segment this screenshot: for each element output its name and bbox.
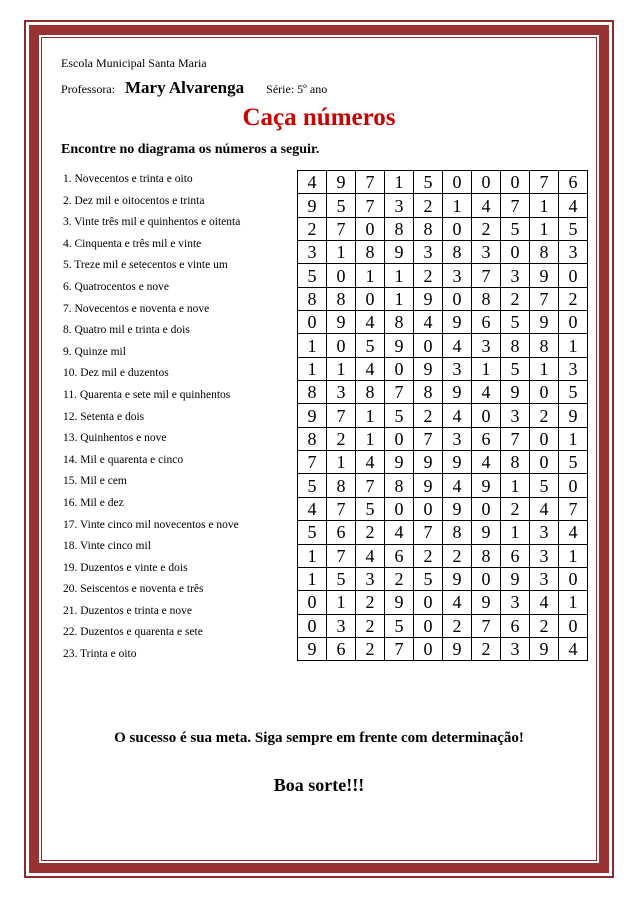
grid-cell[interactable]: 0 [559, 264, 588, 287]
grid-cell[interactable]: 8 [501, 334, 530, 357]
grid-cell[interactable]: 8 [530, 241, 559, 264]
grid-cell[interactable]: 9 [530, 264, 559, 287]
grid-cell[interactable]: 4 [472, 194, 501, 217]
grid-cell[interactable]: 1 [356, 264, 385, 287]
grid-cell[interactable]: 5 [298, 264, 327, 287]
grid-cell[interactable]: 3 [443, 264, 472, 287]
grid-cell[interactable]: 0 [559, 614, 588, 637]
grid-cell[interactable]: 9 [414, 474, 443, 497]
grid-cell[interactable]: 0 [385, 357, 414, 380]
list-item: 6. Quatrocentos e nove [63, 280, 170, 293]
teacher-name: Mary Alvarenga [125, 78, 245, 97]
grid-cell[interactable]: 2 [443, 614, 472, 637]
grid-cell[interactable]: 4 [443, 404, 472, 427]
grid-cell[interactable]: 4 [356, 451, 385, 474]
grid-cell[interactable]: 9 [298, 637, 327, 660]
grid-cell[interactable]: 1 [298, 544, 327, 567]
grid-cell[interactable]: 5 [501, 357, 530, 380]
grid-row [298, 194, 588, 217]
list-item: 19. Duzentos e vinte e dois [63, 561, 188, 574]
grid-cell[interactable]: 0 [530, 427, 559, 450]
grid-cell[interactable]: 2 [356, 521, 385, 544]
list-item: 17. Vinte cinco mil novecentos e nove [63, 518, 239, 531]
grid-cell[interactable]: 9 [414, 287, 443, 310]
list-item: 4. Cinquenta e três mil e vinte [63, 237, 202, 250]
grid-cell[interactable]: 4 [559, 637, 588, 660]
list-item: 23. Trinta e oito [63, 648, 137, 661]
teacher-label: Professora: [61, 82, 115, 96]
grid-cell[interactable]: 8 [443, 521, 472, 544]
grid-cell[interactable]: 7 [356, 171, 385, 194]
grid-cell[interactable]: 5 [501, 217, 530, 240]
grid-cell[interactable]: 5 [559, 451, 588, 474]
grid-row [298, 241, 588, 264]
grid-cell[interactable]: 0 [443, 171, 472, 194]
grid-cell[interactable]: 0 [443, 217, 472, 240]
grid-cell[interactable]: 8 [356, 241, 385, 264]
grid-cell[interactable]: 1 [385, 171, 414, 194]
grid-cell[interactable]: 9 [443, 637, 472, 660]
list-item: 13. Quinhentos e nove [63, 432, 167, 445]
grid-cell[interactable]: 4 [559, 194, 588, 217]
number-word-list [63, 171, 293, 668]
grid-cell[interactable]: 3 [530, 544, 559, 567]
grid-cell[interactable]: 9 [501, 567, 530, 590]
grid-cell[interactable]: 5 [356, 497, 385, 520]
grid-cell[interactable]: 0 [414, 614, 443, 637]
grid-cell[interactable]: 7 [385, 637, 414, 660]
grid-cell[interactable]: 7 [327, 217, 356, 240]
list-item: 5. Treze mil e setecentos e vinte um [63, 259, 228, 272]
grid-cell[interactable]: 2 [356, 614, 385, 637]
instruction-text: Encontre no diagrama os números a seguir. [61, 142, 320, 157]
list-item: 1. Novecentos e trinta e oito [63, 173, 193, 185]
grid-cell[interactable]: 9 [414, 357, 443, 380]
grid-cell[interactable]: 6 [327, 637, 356, 660]
grid-cell[interactable]: 3 [472, 241, 501, 264]
grid-cell[interactable]: 5 [327, 194, 356, 217]
grid-cell[interactable]: 0 [472, 497, 501, 520]
grid-cell[interactable]: 9 [559, 404, 588, 427]
grid-row [298, 637, 588, 660]
grid-cell[interactable]: 1 [559, 544, 588, 567]
grid-cell[interactable]: 8 [501, 451, 530, 474]
grid-cell[interactable]: 1 [298, 334, 327, 357]
grid-cell[interactable]: 3 [501, 637, 530, 660]
grid-cell[interactable]: 1 [559, 334, 588, 357]
grid-cell[interactable]: 1 [530, 194, 559, 217]
grid-cell[interactable]: 2 [356, 591, 385, 614]
grid-cell[interactable]: 2 [501, 287, 530, 310]
grid-cell[interactable]: 1 [327, 357, 356, 380]
grid-cell[interactable]: 9 [443, 567, 472, 590]
grid-cell[interactable]: 3 [472, 334, 501, 357]
grid-cell[interactable]: 9 [443, 311, 472, 334]
grid-cell[interactable]: 3 [298, 241, 327, 264]
grid-cell[interactable]: 9 [530, 637, 559, 660]
number-search-grid [297, 170, 588, 661]
grid-cell[interactable]: 4 [414, 311, 443, 334]
grid-cell[interactable]: 0 [414, 497, 443, 520]
grid-cell[interactable]: 8 [414, 217, 443, 240]
grid-cell[interactable]: 6 [501, 544, 530, 567]
grid-cell[interactable]: 9 [298, 404, 327, 427]
list-item: 21. Duzentos e trinta e nove [63, 604, 193, 617]
grid-cell[interactable]: 7 [356, 194, 385, 217]
grid-cell[interactable]: 2 [298, 217, 327, 240]
grid-cell[interactable]: 2 [530, 404, 559, 427]
grid-cell[interactable]: 2 [501, 497, 530, 520]
grid-row [298, 521, 588, 544]
grid-cell[interactable]: 1 [501, 474, 530, 497]
grid-cell[interactable]: 4 [443, 474, 472, 497]
grid-cell[interactable]: 1 [298, 567, 327, 590]
grid-cell[interactable]: 7 [356, 474, 385, 497]
grid-cell[interactable]: 0 [530, 381, 559, 404]
list-item: 14. Mil e quarenta e cinco [63, 453, 184, 466]
grid-cell[interactable]: 0 [298, 591, 327, 614]
grid-cell[interactable]: 5 [385, 614, 414, 637]
grid-cell[interactable]: 8 [530, 334, 559, 357]
grid-cell[interactable]: 4 [298, 171, 327, 194]
grid-cell[interactable]: 5 [501, 311, 530, 334]
grid-cell[interactable]: 7 [327, 544, 356, 567]
grid-cell[interactable]: 7 [414, 427, 443, 450]
grid-cell[interactable]: 0 [327, 264, 356, 287]
grid-cell[interactable]: 0 [298, 311, 327, 334]
grid-cell[interactable]: 3 [385, 194, 414, 217]
grid-cell[interactable]: 1 [501, 521, 530, 544]
page-title: Caça números [242, 104, 396, 131]
grid-cell[interactable]: 2 [530, 614, 559, 637]
grid-cell[interactable]: 3 [530, 567, 559, 590]
grid-cell[interactable]: 7 [472, 264, 501, 287]
grid-row [298, 404, 588, 427]
grid-cell[interactable]: 3 [559, 241, 588, 264]
grid-cell[interactable]: 5 [559, 217, 588, 240]
grid-cell[interactable]: 5 [530, 474, 559, 497]
grid-cell[interactable]: 9 [385, 241, 414, 264]
grid-cell[interactable]: 5 [414, 567, 443, 590]
grid-cell[interactable]: 1 [327, 591, 356, 614]
grid-cell[interactable]: 2 [414, 404, 443, 427]
grid-cell[interactable]: 2 [559, 287, 588, 310]
grid-cell[interactable]: 7 [414, 521, 443, 544]
grid-cell[interactable]: 5 [356, 334, 385, 357]
grid-cell[interactable]: 4 [472, 451, 501, 474]
grid-cell[interactable]: 7 [501, 427, 530, 450]
grid-cell[interactable]: 1 [530, 217, 559, 240]
grid-cell[interactable]: 3 [414, 241, 443, 264]
grid-cell[interactable]: 3 [501, 264, 530, 287]
list-item: 20. Seiscentos e noventa e três [63, 583, 204, 596]
grid-cell[interactable]: 7 [530, 171, 559, 194]
grid-cell[interactable]: 7 [298, 451, 327, 474]
grid-cell[interactable]: 4 [356, 311, 385, 334]
grid-cell[interactable]: 9 [414, 451, 443, 474]
grid-cell[interactable]: 3 [443, 427, 472, 450]
grid-cell[interactable]: 6 [472, 311, 501, 334]
grid-row [298, 217, 588, 240]
grid-cell[interactable]: 4 [298, 497, 327, 520]
grid-cell[interactable]: 1 [385, 264, 414, 287]
grid-cell[interactable]: 2 [414, 264, 443, 287]
grid-cell[interactable]: 2 [472, 637, 501, 660]
grid-cell[interactable]: 0 [356, 287, 385, 310]
list-item: 2. Dez mil e oitocentos e trinta [63, 194, 205, 207]
grid-cell[interactable]: 3 [530, 521, 559, 544]
grid-cell[interactable]: 7 [472, 614, 501, 637]
grid-cell[interactable]: 2 [472, 217, 501, 240]
list-item: 8. Quatro mil e trinta e dois [63, 324, 190, 337]
grid-cell[interactable]: 8 [385, 217, 414, 240]
grid-cell[interactable]: 5 [298, 521, 327, 544]
grid-cell[interactable]: 4 [356, 357, 385, 380]
grid-cell[interactable]: 3 [356, 567, 385, 590]
grid-cell[interactable]: 2 [443, 544, 472, 567]
grid-cell[interactable]: 0 [472, 404, 501, 427]
list-item: 18. Vinte cinco mil [63, 540, 151, 553]
grid-cell[interactable]: 8 [414, 381, 443, 404]
grid-cell[interactable]: 0 [443, 287, 472, 310]
motto-text: O sucesso é sua meta. Siga sempre em frente com determinação! [114, 730, 524, 746]
grid-row [298, 474, 588, 497]
grid-cell[interactable]: 0 [414, 334, 443, 357]
grid-row [298, 287, 588, 310]
grid-cell[interactable]: 4 [443, 334, 472, 357]
grid-cell[interactable]: 9 [472, 521, 501, 544]
grid-cell[interactable]: 8 [298, 381, 327, 404]
good-luck-text: Boa sorte!!! [273, 775, 365, 795]
grid-cell[interactable]: 6 [472, 427, 501, 450]
grid-row [298, 544, 588, 567]
grid-row [298, 567, 588, 590]
grid-cell[interactable]: 3 [501, 404, 530, 427]
grid-cell[interactable]: 9 [327, 311, 356, 334]
grid-cell[interactable]: 0 [559, 311, 588, 334]
list-item: 11. Quarenta e sete mil e quinhentos [63, 388, 231, 401]
grid-cell[interactable]: 1 [559, 591, 588, 614]
grid-cell[interactable]: 8 [327, 287, 356, 310]
grid-cell[interactable]: 8 [298, 287, 327, 310]
grid-cell[interactable]: 5 [385, 404, 414, 427]
grid-cell[interactable]: 2 [356, 637, 385, 660]
grid-cell[interactable]: 2 [327, 427, 356, 450]
grid-cell[interactable]: 0 [559, 474, 588, 497]
grid-cell[interactable]: 9 [385, 334, 414, 357]
grid-cell[interactable]: 9 [298, 194, 327, 217]
teacher-line [61, 78, 327, 98]
grid-cell[interactable]: 8 [327, 474, 356, 497]
grid-row [298, 497, 588, 520]
grid-cell[interactable]: 3 [559, 357, 588, 380]
grid-cell[interactable]: 8 [356, 381, 385, 404]
grid-cell[interactable]: 2 [385, 567, 414, 590]
grid-cell[interactable]: 7 [501, 194, 530, 217]
school-name: Escola Municipal Santa Maria [61, 56, 207, 70]
grid-row [298, 381, 588, 404]
grid-cell[interactable]: 0 [385, 497, 414, 520]
grid-cell[interactable]: 0 [298, 614, 327, 637]
grid-cell[interactable]: 9 [472, 591, 501, 614]
list-item: 7. Novecentos e noventa e nove [63, 302, 210, 315]
grid-cell[interactable]: 1 [559, 427, 588, 450]
grid-cell[interactable]: 1 [298, 357, 327, 380]
grid-row [298, 311, 588, 334]
grid-cell[interactable]: 9 [385, 451, 414, 474]
grid-cell[interactable]: 0 [559, 567, 588, 590]
grid-cell[interactable]: 9 [472, 474, 501, 497]
grid-cell[interactable]: 0 [472, 567, 501, 590]
grid-cell[interactable]: 1 [327, 241, 356, 264]
list-item: 16. Mil e dez [63, 496, 124, 509]
list-item: 9. Quinze mil [63, 345, 126, 358]
grid-cell[interactable]: 9 [443, 451, 472, 474]
grid-cell[interactable]: 8 [385, 311, 414, 334]
grid-row [298, 357, 588, 380]
grid-cell[interactable]: 7 [327, 497, 356, 520]
grid-row [298, 171, 588, 194]
list-item: 15. Mil e cem [63, 475, 127, 488]
grid-cell[interactable]: 4 [356, 544, 385, 567]
grid-cell[interactable]: 0 [356, 217, 385, 240]
grid-cell[interactable]: 1 [356, 427, 385, 450]
grid-cell[interactable]: 0 [414, 637, 443, 660]
grid-cell[interactable]: 3 [327, 381, 356, 404]
grid-cell[interactable]: 9 [530, 311, 559, 334]
grid-row [298, 264, 588, 287]
grid-cell[interactable]: 5 [414, 171, 443, 194]
grid-cell[interactable]: 3 [501, 591, 530, 614]
grid-cell[interactable]: 8 [298, 427, 327, 450]
list-item: 22. Duzentos e quarenta e sete [63, 626, 203, 639]
grid-cell[interactable]: 5 [559, 381, 588, 404]
grid-cell[interactable]: 4 [385, 521, 414, 544]
grid-cell[interactable]: 1 [385, 287, 414, 310]
grid-cell[interactable]: 9 [443, 381, 472, 404]
grid-cell[interactable]: 0 [501, 171, 530, 194]
grid-cell[interactable]: 3 [327, 614, 356, 637]
grid-cell[interactable]: 4 [559, 521, 588, 544]
grid-cell[interactable]: 0 [414, 591, 443, 614]
grid-cell[interactable]: 2 [414, 544, 443, 567]
grid-row [298, 451, 588, 474]
grid-cell[interactable]: 9 [385, 591, 414, 614]
grid-cell[interactable]: 4 [443, 591, 472, 614]
grid-row [298, 614, 588, 637]
list-item: 3. Vinte três mil e quinhentos e oitenta [63, 216, 241, 229]
grid-cell[interactable]: 1 [327, 451, 356, 474]
grid-cell[interactable]: 6 [501, 614, 530, 637]
grid-cell[interactable]: 6 [385, 544, 414, 567]
grid-cell[interactable]: 0 [472, 171, 501, 194]
grid-cell[interactable]: 4 [530, 591, 559, 614]
grid-cell[interactable]: 0 [385, 427, 414, 450]
grid-row [298, 427, 588, 450]
grid-cell[interactable]: 9 [501, 381, 530, 404]
grade-label: Série: 5º ano [266, 82, 328, 96]
grid-cell[interactable]: 8 [443, 241, 472, 264]
grid-cell[interactable]: 7 [559, 497, 588, 520]
grid-cell[interactable]: 3 [443, 357, 472, 380]
grid-cell[interactable]: 0 [327, 334, 356, 357]
grid-cell[interactable]: 6 [559, 171, 588, 194]
grid-cell[interactable]: 1 [443, 194, 472, 217]
grid-cell[interactable]: 4 [530, 497, 559, 520]
grid-cell[interactable]: 7 [385, 381, 414, 404]
grid-cell[interactable]: 7 [530, 287, 559, 310]
grid-cell[interactable]: 1 [530, 357, 559, 380]
list-item: 12. Setenta e dois [63, 410, 145, 423]
grid-cell[interactable]: 0 [501, 241, 530, 264]
grid-cell[interactable]: 8 [472, 544, 501, 567]
grid-cell[interactable]: 1 [356, 404, 385, 427]
grid-row [298, 591, 588, 614]
grid-row [298, 334, 588, 357]
grid-cell[interactable]: 9 [443, 497, 472, 520]
grid-cell[interactable]: 9 [327, 171, 356, 194]
grid-cell[interactable]: 5 [327, 567, 356, 590]
grid-cell[interactable]: 8 [472, 287, 501, 310]
grid-cell[interactable]: 5 [298, 474, 327, 497]
grid-cell[interactable]: 8 [385, 474, 414, 497]
grid-cell[interactable]: 4 [472, 381, 501, 404]
grid-cell[interactable]: 2 [414, 194, 443, 217]
grid-cell[interactable]: 6 [327, 521, 356, 544]
grid-cell[interactable]: 1 [472, 357, 501, 380]
list-item: 10. Dez mil e duzentos [63, 367, 169, 380]
grid-cell[interactable]: 7 [327, 404, 356, 427]
grid-cell[interactable]: 0 [530, 451, 559, 474]
